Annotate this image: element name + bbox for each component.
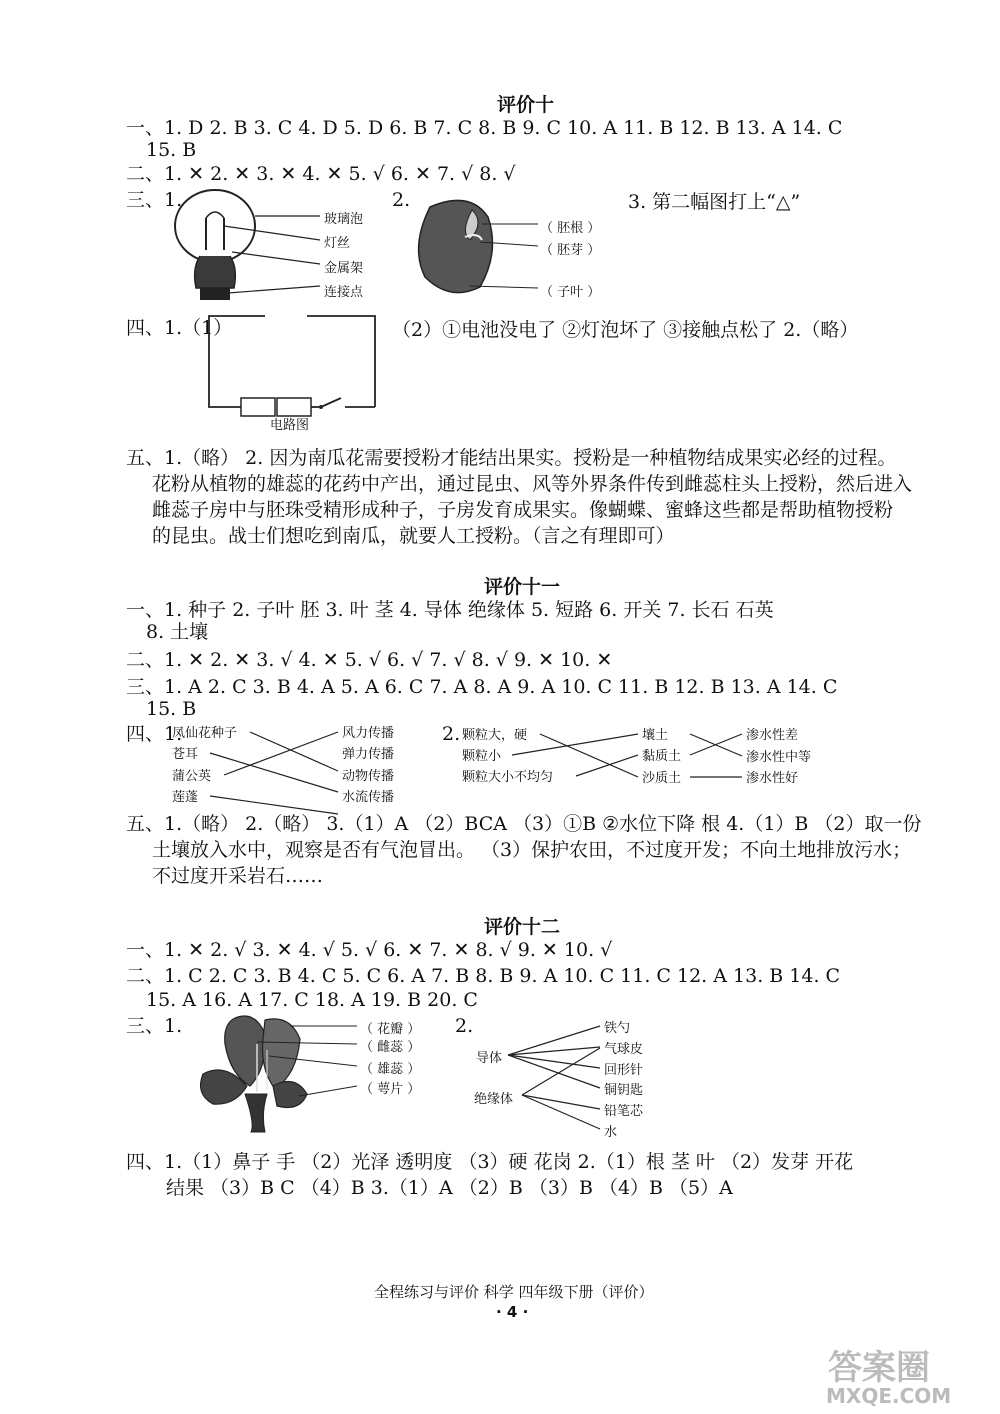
match1-right-2: 动物传播 [342,769,395,784]
match2-left-1: 颗粒小 [462,749,502,764]
match2-right-0: 渗水性差 [746,728,799,743]
seed-label-cotyledon: （ 子叶 ） [540,285,601,300]
seed-label-plumule: （ 胚芽 ） [540,243,601,258]
flower-label-sepal: （ 萼片 ） [360,1082,421,1097]
seed-label-radicle: （ 胚根 ） [540,221,601,236]
sec11-q3-line2: 15. B [146,698,197,720]
match2-left-2: 颗粒大小不均匀 [462,770,554,785]
sec11-q4-2: 2. [442,723,461,745]
watermark-logo: 答案圈 [828,1348,930,1388]
section-title-12: 评价十二 [484,916,561,938]
sec10-q3-3: 3. 第二幅图打上“△” [628,191,801,213]
match1-left-2: 蒲公英 [172,769,212,784]
bulb-label-filament: 灯丝 [324,236,351,251]
flower-label-pistil: （ 雌蕊 ） [360,1040,421,1055]
footer-book-title: 全程练习与评价 科学 四年级下册（评价） [374,1283,654,1301]
flower-label-stamen: （ 雄蕊 ） [360,1062,421,1077]
section-title-10: 评价十 [497,94,555,116]
page-number: · 4 · [496,1303,529,1321]
match2-right-2: 渗水性好 [746,771,799,786]
match1-left-0: 凤仙花种子 [172,726,238,741]
match2-mid-1: 黏质土 [642,749,682,764]
sec11-q5-line1: 五、1.（略） 2.（略） 3.（1）A （2）BCA （3）①B ②水位下降 根 4.（1）B （2）取一份 [126,813,922,835]
sec10-q3-label: 三、1. [126,189,183,211]
sec12-q4-line2: 结果 （3）B C （4）B 3.（1）A （2）B （3）B （4）B （5）A [166,1177,733,1199]
sec12-q1: 一、1. ✕ 2. √ 3. ✕ 4. √ 5. √ 6. ✕ 7. ✕ 8. √ 9. ✕ 10. √ [126,939,613,961]
section-title-11: 评价十一 [484,576,561,598]
match1-right-1: 弹力传播 [342,747,395,762]
sec11-q3-line1: 三、1. A 2. C 3. B 4. A 5. A 6. C 7. A 8. A 9. A 10. C 11. B 12. B 13. A 14. C [126,676,838,698]
sec10-q3-2: 2. [392,189,411,211]
sec12-q2-line2: 15. A 16. A 17. C 18. A 19. B 20. C [146,989,478,1011]
circuit-caption: 电路图 [270,418,310,433]
bulb-label-contact: 连接点 [324,285,364,300]
material-5: 水 [604,1125,618,1140]
sec10-q5-line3: 雌蕊子房中与胚珠受精形成种子，子房发育成果实。像蝴蝶、蜜蜂这些都是帮助植物授粉 [152,499,894,521]
sec10-q5-line2: 花粉从植物的雄蕊的花药中产出，通过昆虫、风等外界条件传到雌蕊柱头上授粉，然后进入 [152,473,913,495]
sec11-q5-line2: 土壤放入水中，观察是否有气泡冒出。 （3）保护农田，不过度开发；不向土地排放污水； [152,839,912,861]
bulb-label-frame: 金属架 [324,261,364,276]
sec12-q3-label: 三、1. [126,1015,183,1037]
material-3: 铜钥匙 [604,1083,644,1098]
sec10-q4-text: （2）①电池没电了 ②灯泡坏了 ③接触点松了 2.（略） [392,319,859,341]
bulb-label-glass: 玻璃泡 [324,212,364,227]
sec11-q1-line2: 8. 土壤 [146,621,209,643]
sec10-q1-line1: 一、1. D 2. B 3. C 4. D 5. D 6. B 7. C 8. B 9. C 10. A 11. B 12. B 13. A 14. C [126,117,843,139]
match2-left-0: 颗粒大，硬 [462,728,528,743]
conductor-label: 导体 [476,1051,503,1066]
material-0: 铁勺 [604,1021,631,1036]
sec11-q5-line3: 不过度开采岩石…… [152,865,324,887]
flower-label-petal: （ 花瓣 ） [360,1022,421,1037]
sec10-q5-line4: 的昆虫。战士们想吃到南瓜，就要人工授粉。（言之有理即可） [152,525,675,547]
sec10-q1-line2: 15. B [146,139,197,161]
watermark-url: MXQE.COM [826,1384,952,1408]
match1-right-3: 水流传播 [342,790,395,805]
match2-mid-2: 沙质土 [642,771,682,786]
material-4: 铅笔芯 [604,1104,644,1119]
material-2: 回形针 [604,1063,644,1078]
sec11-q4-label: 四、1. [126,723,183,745]
sec10-q2: 二、1. ✕ 2. ✕ 3. ✕ 4. ✕ 5. √ 6. ✕ 7. √ 8. √ [126,163,516,185]
sec10-q4-label: 四、1.（1） [126,317,233,339]
sec12-q4-line1: 四、1.（1）鼻子 手 （2）光泽 透明度 （3）硬 花岗 2.（1）根 茎 叶 （2）发芽 开花 [126,1151,854,1173]
material-1: 气球皮 [604,1042,644,1057]
match1-right-0: 风力传播 [342,726,395,741]
match2-right-1: 渗水性中等 [746,750,812,765]
match1-left-3: 莲蓬 [172,790,199,805]
sec12-q2-line1: 二、1. C 2. C 3. B 4. C 5. C 6. A 7. B 8. B 9. A 10. C 11. C 12. A 13. B 14. C [126,965,841,987]
sec12-q3-2: 2. [455,1015,474,1037]
sec10-q5-line1: 五、1.（略） 2. 因为南瓜花需要授粉才能结出果实。授粉是一种植物结成果实必经的过程。 [126,447,897,469]
match2-mid-0: 壤土 [642,728,669,743]
match1-left-1: 苍耳 [172,747,199,762]
insulator-label: 绝缘体 [474,1092,514,1107]
sec11-q1-line1: 一、1. 种子 2. 子叶 胚 3. 叶 茎 4. 导体 绝缘体 5. 短路 6. 开关 7. 长石 石英 [126,599,774,621]
sec11-q2: 二、1. ✕ 2. ✕ 3. √ 4. ✕ 5. √ 6. √ 7. √ 8. √ 9. ✕ 10. ✕ [126,649,613,671]
